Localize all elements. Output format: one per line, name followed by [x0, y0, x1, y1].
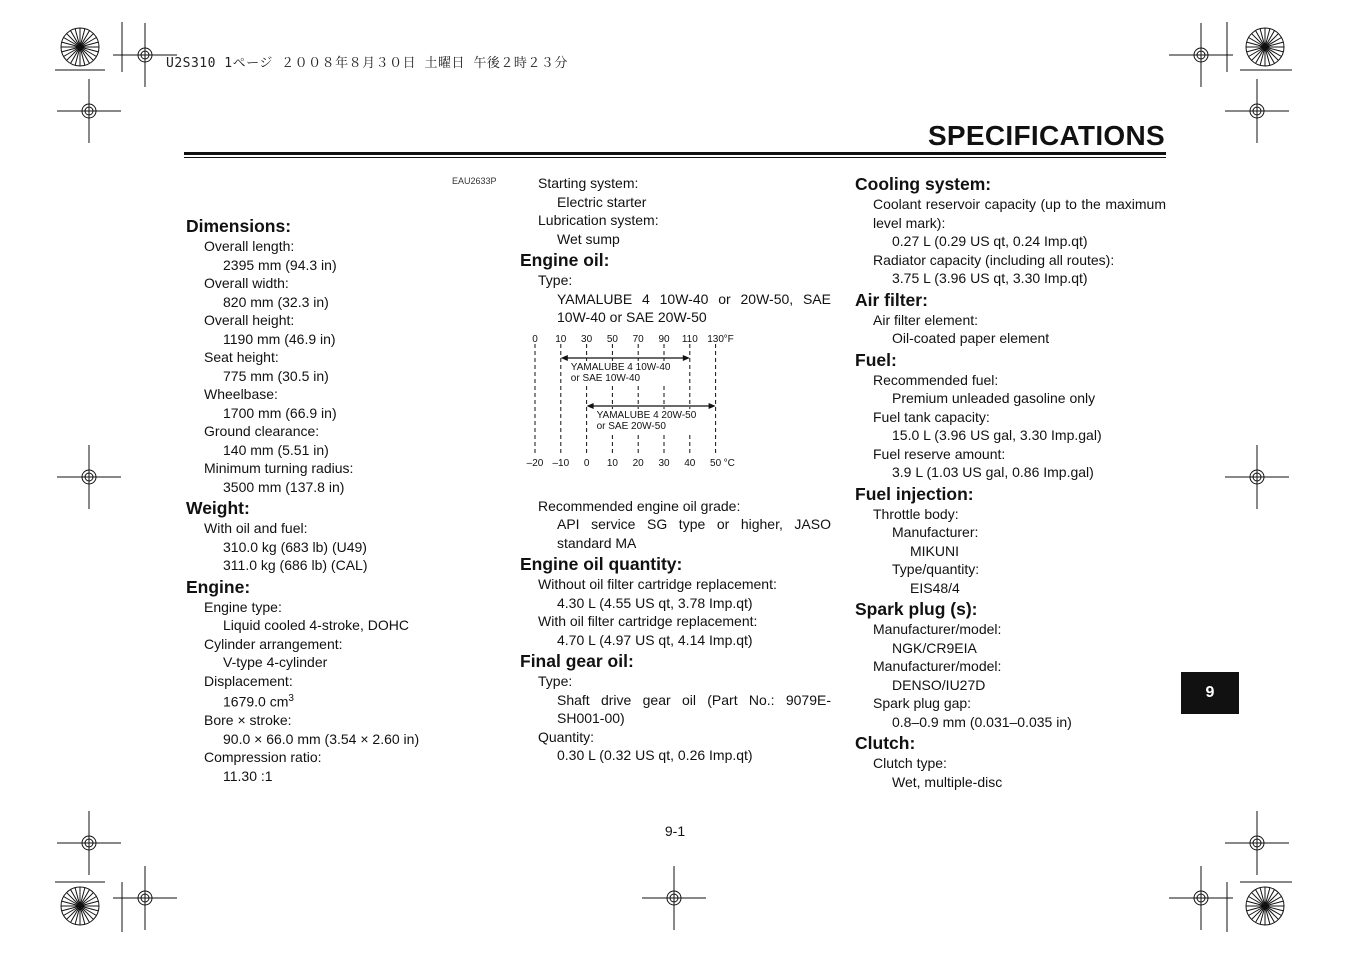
starburst-icon [1246, 28, 1284, 66]
heading-clutch: Clutch: [855, 733, 916, 753]
dimension-value [186, 478, 506, 497]
heading-final-gear-oil: Final gear oil: [520, 651, 634, 671]
crosshair-mark [1225, 445, 1289, 509]
engine-value-text: 90.0 × 66.0 mm (3.54 × 2.60 in) [223, 730, 420, 747]
top-tick-label: 50 [606, 334, 618, 345]
lubrication-label: Lubrication system: [538, 212, 659, 228]
dimension-value [186, 404, 506, 423]
heading-engine-oil: Engine oil: [520, 250, 610, 270]
engine-value [186, 767, 506, 786]
oil-qty-value: 4.30 L (4.55 US qt, 3.78 Imp.qt) [557, 594, 753, 611]
series-label: or SAE 20W-50 [596, 421, 666, 432]
gear-type-value: Shaft drive gear oil (Part No.: 9079E-SH001-00) [557, 691, 831, 726]
dimension-value [186, 256, 506, 275]
air-filter-label: Air filter element: [873, 311, 979, 328]
fuel-list [855, 371, 1166, 482]
spark-label: Manufacturer/model: [873, 658, 1002, 674]
fuel-value [855, 463, 1166, 482]
heading-air-filter: Air filter: [855, 289, 928, 310]
top-tick-label: 30 [581, 334, 593, 345]
spark-value-text: DENSO/IU27D [892, 676, 986, 693]
crosshair-mark [113, 866, 177, 930]
engine-label: Cylinder arrangement: [204, 635, 343, 652]
spark-value [855, 639, 1166, 658]
crosshair-mark [1225, 811, 1289, 875]
top-unit: °F [723, 334, 734, 345]
engine-label: Engine type: [204, 598, 282, 615]
spark-label: Spark plug gap: [873, 695, 972, 711]
dimension-value [186, 330, 506, 349]
page-title: SPECIFICATIONS [927, 120, 1165, 151]
dimension-value-text: 775 mm (30.5 in) [223, 367, 329, 384]
engine-label: Bore × stroke: [204, 712, 292, 729]
title-rule-thick [184, 152, 1166, 155]
engine-list [186, 598, 506, 786]
bottom-tick-label: –20 [526, 458, 544, 469]
column-1 [186, 214, 506, 785]
crosshair-mark [57, 79, 121, 143]
dimension-label: Overall length: [204, 238, 295, 254]
bottom-tick-label: 30 [658, 458, 670, 469]
crosshair-mark [1225, 79, 1289, 143]
top-tick-label: 10 [555, 334, 567, 345]
fuel-label: Fuel reserve amount: [873, 445, 1006, 462]
engine-value [186, 730, 506, 749]
engine-value [186, 653, 506, 672]
cooling-label: Coolant reservoir capacity (up to the maximum level mark): [873, 196, 1166, 231]
dimension-label: Minimum turning radius: [204, 460, 354, 476]
oil-type-value: YAMALUBE 4 10W-40 or 20W-50, SAE 10W-40 or SAE 20W-50 [557, 290, 831, 325]
dimension-value-text: 2395 mm (94.3 in) [223, 256, 337, 273]
crosshair-mark [57, 811, 121, 875]
starting-value: Electric starter [557, 193, 647, 210]
dimension-label: Overall width: [204, 275, 289, 291]
oil-grade-label: Recommended engine oil grade: [538, 497, 741, 514]
clutch-value: Wet, multiple-disc [892, 773, 1003, 790]
superscript: 3 [288, 693, 294, 704]
dimension-value [186, 441, 506, 460]
series-label: YAMALUBE 4 20W-50 [596, 410, 697, 421]
spark-value [855, 713, 1166, 732]
weight-label: With oil and fuel: [204, 520, 308, 536]
page-number: 9-1 [664, 823, 686, 839]
cooling-label: Radiator capacity (including all routes): [873, 251, 1115, 268]
dimension-label: Overall height: [204, 312, 295, 328]
engine-label: Compression ratio: [204, 749, 322, 766]
bottom-tick-label: –10 [552, 458, 570, 469]
bottom-tick-label: 10 [606, 458, 618, 469]
spark-plug-list [855, 620, 1166, 731]
series-label: or SAE 10W-40 [570, 373, 641, 384]
oil-grade-value: API service SG type or higher, JASO standard MA [557, 516, 831, 551]
fi-manufacturer-label: Manufacturer: [892, 524, 979, 540]
heading-oil-quantity: Engine oil quantity: [520, 554, 683, 574]
dimension-value [186, 367, 506, 386]
series-label: YAMALUBE 4 10W-40 [570, 362, 671, 373]
fuel-value-text: 15.0 L (3.96 US gal, 3.30 Imp.gal) [892, 427, 1102, 443]
spark-value [855, 676, 1166, 695]
heading-spark-plug: Spark plug (s): [855, 599, 978, 619]
fuel-label: Fuel tank capacity: [873, 408, 990, 425]
fi-type-label: Type/quantity: [892, 561, 980, 577]
oil-qty-value: 4.70 L (4.97 US qt, 4.14 Imp.qt) [557, 631, 753, 648]
bottom-tick-label: 0 [583, 458, 590, 469]
crosshair-mark [57, 445, 121, 509]
fuel-value-text: Premium unleaded gasoline only [892, 390, 1096, 406]
starburst-icon [61, 28, 99, 66]
bottom-tick-label: 20 [632, 458, 644, 469]
weight-value: 310.0 kg (683 lb) (U49) [223, 538, 367, 555]
throttle-body-label: Throttle body: [873, 505, 959, 522]
heading-weight: Weight: [186, 498, 250, 518]
starting-label: Starting system: [538, 175, 639, 191]
top-tick-label: 110 [681, 334, 698, 345]
weight-value: 311.0 kg (686 lb) (CAL) [223, 557, 368, 573]
engine-label: Displacement: [204, 672, 293, 689]
gear-type-label: Type: [538, 673, 573, 689]
spark-value-text: 0.8–0.9 mm (0.031–0.035 in) [892, 713, 1072, 730]
cooling-value: 3.75 L (3.96 US qt, 3.30 Imp.qt) [892, 270, 1088, 286]
heading-dimensions: Dimensions: [186, 216, 292, 236]
crosshair-mark [642, 866, 706, 930]
air-filter-value: Oil-coated paper element [892, 330, 1050, 346]
title-rule-thin [184, 157, 1166, 158]
top-tick-label: 70 [632, 334, 644, 345]
gear-qty-label: Quantity: [538, 728, 595, 745]
engine-value-text: 1679.0 cm [223, 693, 289, 710]
top-tick-label: 130 [707, 334, 724, 345]
gear-qty-value: 0.30 L (0.32 US qt, 0.26 Imp.qt) [557, 747, 753, 763]
top-tick-label: 90 [658, 334, 670, 345]
heading-fuel-injection: Fuel injection: [855, 483, 974, 504]
dimension-value-text: 1700 mm (66.9 in) [223, 404, 337, 421]
starburst-icon [61, 887, 99, 925]
dimension-label: Seat height: [204, 349, 279, 365]
dimension-label: Ground clearance: [204, 423, 320, 439]
fuel-label: Recommended fuel: [873, 371, 999, 388]
range-arrow-right [709, 403, 716, 409]
engine-value-text: Liquid cooled 4-stroke, DOHC [223, 617, 409, 633]
section-tab[interactable]: 9 [1181, 672, 1239, 714]
bottom-tick-label: 50 [710, 458, 722, 469]
range-arrow-left [587, 403, 594, 409]
dimension-value-text: 3500 mm (137.8 in) [223, 478, 345, 495]
starburst-icon [1246, 887, 1284, 925]
print-header-line: U2S310 1ページ ２００８年８月３０日 土曜日 午後２時２３分 [166, 56, 568, 71]
fuel-value [855, 389, 1166, 408]
fuel-value-text: 3.9 L (1.03 US gal, 0.86 Imp.gal) [892, 464, 1094, 480]
oil-type-label: Type: [538, 272, 573, 288]
cooling-value: 0.27 L (0.29 US qt, 0.24 Imp.qt) [892, 233, 1088, 249]
engine-value-text: V-type 4-cylinder [223, 654, 328, 670]
fi-manufacturer-value: MIKUNI [910, 542, 959, 559]
lubrication-value: Wet sump [557, 230, 620, 247]
oil-qty-label: Without oil filter cartridge replacement: [538, 576, 777, 592]
dimension-value [186, 293, 506, 312]
fuel-value [855, 426, 1166, 445]
clutch-label: Clutch type: [873, 755, 947, 771]
dimension-value-text: 140 mm (5.51 in) [223, 441, 329, 458]
dimension-label: Wheelbase: [204, 386, 278, 402]
spark-label: Manufacturer/model: [873, 621, 1002, 637]
heading-engine: Engine: [186, 576, 251, 597]
engine-value [186, 690, 506, 711]
fi-type-value: EIS48/4 [910, 579, 960, 596]
column-3 [855, 172, 1166, 791]
spark-value-text: NGK/CR9EIA [892, 639, 977, 656]
heading-cooling: Cooling system: [855, 174, 992, 194]
dimension-value-text: 1190 mm (46.9 in) [223, 330, 336, 347]
heading-fuel: Fuel: [855, 349, 897, 370]
doc-code: EAU2633P [452, 176, 497, 186]
top-tick-label: 0 [532, 334, 538, 345]
bottom-unit: °C [723, 458, 735, 469]
crosshair-mark [1169, 23, 1233, 87]
range-arrow-right [683, 355, 690, 361]
bottom-tick-label: 40 [684, 458, 696, 469]
dimensions-list [186, 237, 506, 496]
oil-qty-label: With oil filter cartridge replacement: [538, 613, 758, 629]
dimension-value-text: 820 mm (32.3 in) [223, 293, 329, 310]
engine-value-text: 11.30 :1 [223, 767, 273, 784]
crosshair-mark [1169, 866, 1233, 930]
range-arrow-left [561, 355, 568, 361]
oil-temperature-chart [518, 332, 748, 472]
engine-value [186, 616, 506, 635]
